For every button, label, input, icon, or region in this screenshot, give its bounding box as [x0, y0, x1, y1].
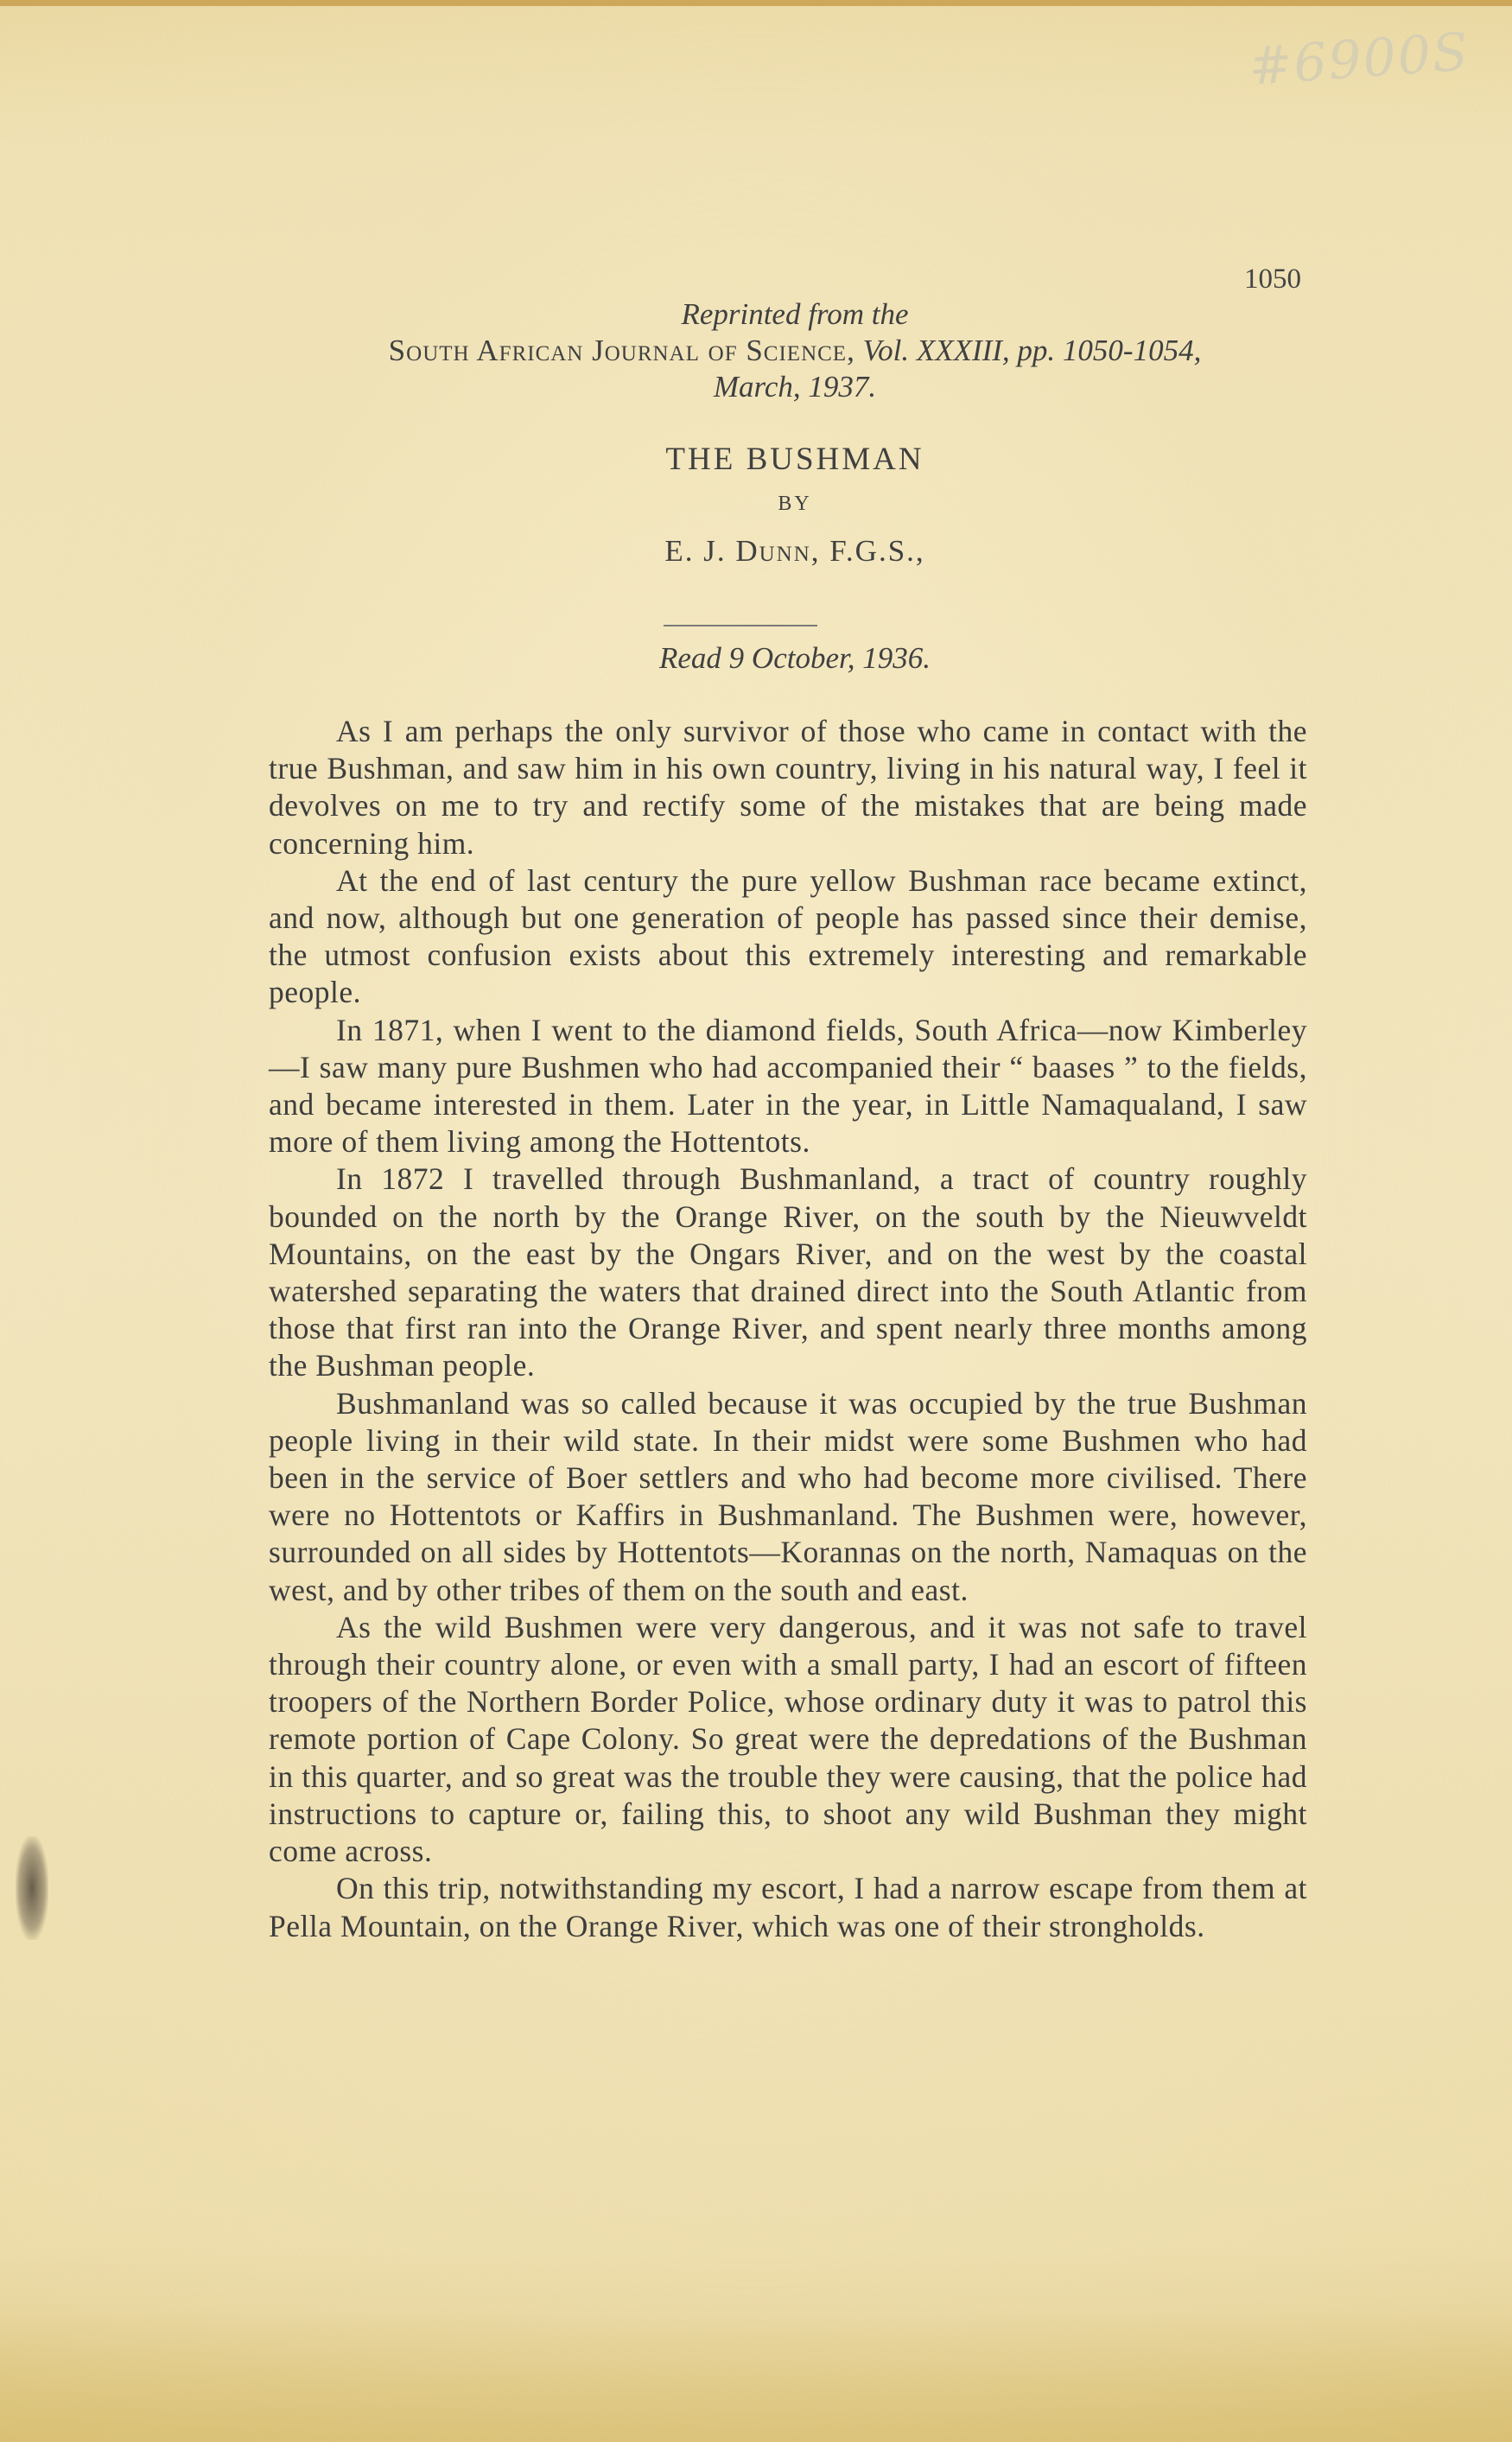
page-number: 1050 [1244, 264, 1301, 295]
page-top-edge [0, 0, 1512, 6]
paragraph: As I am perhaps the only survivor of those who came in contact with the true Bushman, and saw him in his own country, living in his natural way, I feel it devolves on me to try and rectify some of the mistakes that are being made concerning him. [269, 714, 1307, 861]
volume-info: Vol. XXXIII, pp. 1050-1054, [862, 334, 1202, 367]
reprint-date: March, 1937. [713, 370, 877, 404]
paragraph: In 1872 I travelled through Bushmanland, a tract of country roughly bounded on the north by the Orange River, on the south by the Nieuwveldt Mountains, on the east by the Ongars River, and on the west by the coastal watershed separating the waters that drained direct into the South Atlantic from those that first ran into the Orange River, and spent nearly three months among the Bushman people. [269, 1161, 1307, 1383]
byline-label: BY [778, 493, 812, 515]
divider-rule [664, 625, 817, 626]
paragraph: As the wild Bushmen were very dangerous, and it was not safe to travel through their country alone, or even with a small party, I had an escort of fifteen troopers of the Northern Border Police, whose ordinary duty it was to patrol this remote portion of Cape Colony. So great were the depredations of the Bushman in this quarter, and so great was the trouble they were causing, that the police had instructions to capture or, failing this, to shoot any wild Bushman they might come across. [269, 1609, 1307, 1869]
article-title: THE BUSHMAN [665, 442, 924, 477]
paragraph: In 1871, when I went to the diamond fields, South Africa—now Kimberley—I saw many pure Bushmen who had accompanied their “ baases ” to the fields, and became interested in them. Later in the year, in Little Namaqualand, I saw more of them living among the Hottentots. [269, 1012, 1307, 1160]
paragraph: On this trip, notwithstanding my escort, I had a narrow escape from them at Pella Mountain, on the Orange River, which was one of their strongholds. [269, 1871, 1307, 1943]
author-surname: Dunn, [735, 534, 821, 568]
paragraph: Bushmanland was so called because it was occupied by the true Bushman people living in their wild state. In their midst were some Bushmen who had been in the service of Boer settlers and who had become more civilised. There were no Hottentots or Kaffirs in Bushmanland. The Bushmen were, however, surrounded on all sides by Hottentots—Korannas on the north, Namaquas on the west, and by other tribes of them on the south and east. [269, 1385, 1307, 1607]
journal-citation [0, 334, 1512, 368]
author-name [0, 534, 1512, 569]
ink-smudge [16, 1836, 48, 1940]
reprint-notice: Reprinted from the [681, 297, 909, 331]
handwritten-accession-number: #6900S [1246, 22, 1472, 98]
page-bottom-shading [0, 2312, 1512, 2442]
author-suffix: F.G.S., [829, 534, 925, 568]
paragraph: At the end of last century the pure yellow Bushman race became extinct, and now, although but one generation of people has passed since their demise, the utmost confusion exists about this extremely interesting and remarkable people. [269, 862, 1307, 1010]
journal-name: South African Journal of Science, [388, 334, 855, 367]
read-date: Read 9 October, 1936. [659, 641, 931, 675]
author-initials: E. J. [664, 534, 727, 568]
article-body [269, 713, 1307, 1945]
